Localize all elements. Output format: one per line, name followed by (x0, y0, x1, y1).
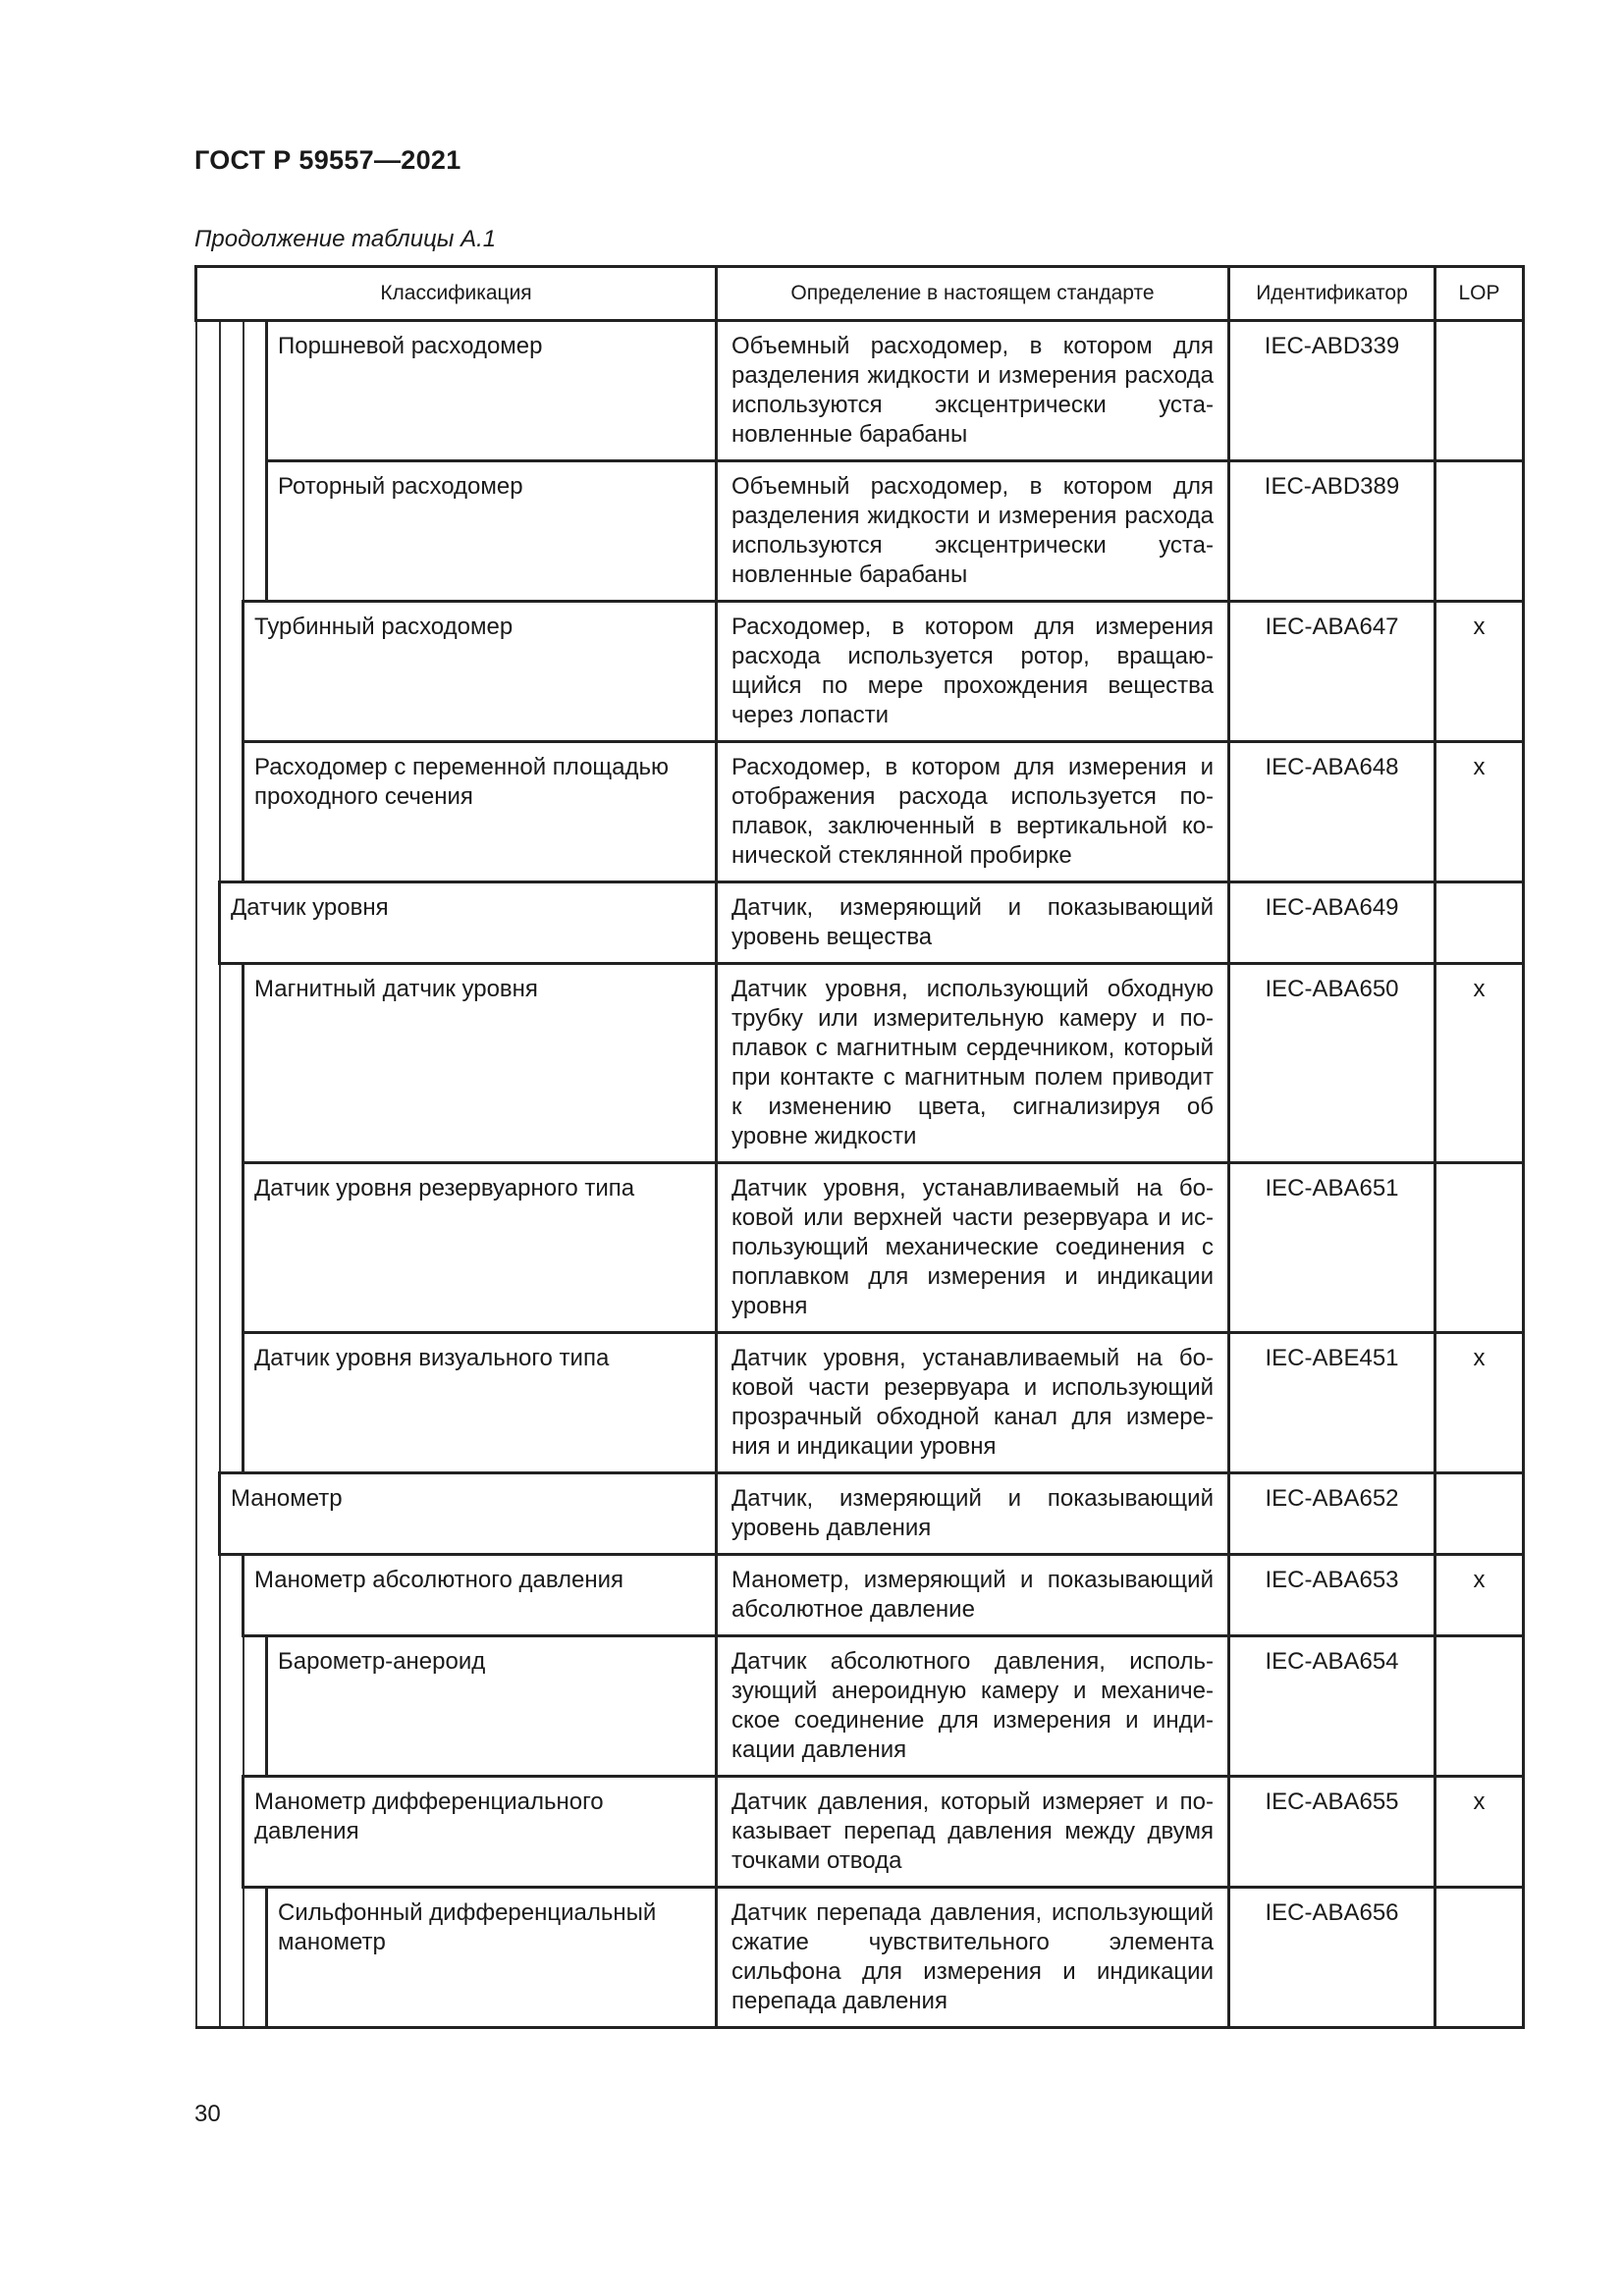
level-indent-cell (220, 964, 244, 1163)
lop-cell: x (1435, 742, 1524, 882)
level-indent-cell (196, 882, 220, 964)
level-indent-cell (196, 1777, 220, 1888)
lop-cell (1435, 461, 1524, 602)
table-row (196, 1777, 1524, 1888)
level-indent-cell (220, 1636, 244, 1777)
table-row (196, 1636, 1524, 1777)
identifier-cell: IEC-ABA650 (1229, 964, 1435, 1163)
classification-name: Манометр (220, 1473, 717, 1555)
level-indent-cell (196, 1333, 220, 1473)
level-indent-cell (196, 742, 220, 882)
definition-cell: Манометр, измеряющий и показывающий абсолютное давление (717, 1555, 1229, 1636)
definition-cell: Датчик, измеряющий и показывающий уровень давления (717, 1473, 1229, 1555)
identifier-cell: IEC-ABA652 (1229, 1473, 1435, 1555)
level-indent-cell (196, 1473, 220, 1555)
classification-name: Турбинный расходомер (244, 602, 717, 742)
identifier-cell: IEC-ABA647 (1229, 602, 1435, 742)
classification-name: Расходомер с переменной площадью проходного сечения (244, 742, 717, 882)
identifier-cell: IEC-ABA654 (1229, 1636, 1435, 1777)
level-indent-cell (220, 1333, 244, 1473)
level-indent-cell (196, 461, 220, 602)
identifier-cell: IEC-ABA656 (1229, 1888, 1435, 2028)
table-row (196, 461, 1524, 602)
level-indent-cell (196, 1636, 220, 1777)
level-indent-cell (244, 461, 267, 602)
document-title: ГОСТ Р 59557—2021 (194, 145, 461, 175)
lop-cell (1435, 1163, 1524, 1333)
classification-name: Магнитный датчик уровня (244, 964, 717, 1163)
table-row (196, 742, 1524, 882)
table-row (196, 1888, 1524, 2028)
level-indent-cell (220, 321, 244, 461)
definition-cell: Объемный расходомер, в котором для разделения жидкости и измерения расхода используются эксцентрически установленные барабаны (717, 321, 1229, 461)
definition-cell: Датчик уровня, устанавливаемый на боковой части резервуара и использующий прозрачный обходной канал для измерения и индикации уровня (717, 1333, 1229, 1473)
lop-cell: x (1435, 964, 1524, 1163)
identifier-cell: IEC-ABA651 (1229, 1163, 1435, 1333)
col-header-classification: Классификация (196, 267, 717, 321)
table-caption: Продолжение таблицы А.1 (194, 226, 497, 252)
table-row (196, 1163, 1524, 1333)
definition-cell: Расходомер, в котором для измерения расхода используется ротор, вращающийся по мере прохождения вещества через лопасти (717, 602, 1229, 742)
identifier-cell: IEC-ABA653 (1229, 1555, 1435, 1636)
table-row (196, 1555, 1524, 1636)
level-indent-cell (220, 461, 244, 602)
classification-name: Поршневой расходомер (267, 321, 717, 461)
table-row (196, 602, 1524, 742)
lop-cell: x (1435, 1555, 1524, 1636)
lop-cell: x (1435, 602, 1524, 742)
lop-cell (1435, 882, 1524, 964)
definition-cell: Датчик перепада давления, использующий сжатие чувствительного элемента сильфона для измерения и индикации перепада давления (717, 1888, 1229, 2028)
classification-name: Манометр дифференциального давления (244, 1777, 717, 1888)
table-row (196, 882, 1524, 964)
level-indent-cell (220, 742, 244, 882)
lop-cell (1435, 1888, 1524, 2028)
definition-cell: Датчик абсолютного давления, использующий анероидную камеру и механическое соединение для измерения и индикации давления (717, 1636, 1229, 1777)
level-indent-cell (196, 321, 220, 461)
classification-table (194, 265, 1525, 2029)
page-number: 30 (194, 2101, 221, 2127)
table-row (196, 1473, 1524, 1555)
table-row (196, 964, 1524, 1163)
identifier-cell: IEC-ABD389 (1229, 461, 1435, 602)
lop-cell: x (1435, 1333, 1524, 1473)
identifier-cell: IEC-ABA655 (1229, 1777, 1435, 1888)
classification-name: Манометр абсолютного давления (244, 1555, 717, 1636)
level-indent-cell (220, 1888, 244, 2028)
level-indent-cell (244, 1636, 267, 1777)
definition-cell: Объемный расходомер, в котором для разделения жидкости и измерения расхода используются эксцентрически установленные барабаны (717, 461, 1229, 602)
lop-cell (1435, 1473, 1524, 1555)
definition-cell: Датчик давления, который измеряет и показывает перепад давления между двумя точками отвода (717, 1777, 1229, 1888)
identifier-cell: IEC-ABA648 (1229, 742, 1435, 882)
table-body (196, 321, 1524, 2028)
table-row (196, 1333, 1524, 1473)
definition-cell: Датчик уровня, устанавливаемый на боковой или верхней части резервуара и использующий механические соединения с поплавком для измерения и индикации уровня (717, 1163, 1229, 1333)
level-indent-cell (220, 1777, 244, 1888)
level-indent-cell (196, 1163, 220, 1333)
identifier-cell: IEC-ABA649 (1229, 882, 1435, 964)
definition-cell: Датчик, измеряющий и показывающий уровень вещества (717, 882, 1229, 964)
table-row (196, 321, 1524, 461)
col-header-definition: Определение в настоящем стандарте (717, 267, 1229, 321)
classification-name: Сильфонный дифференциальный манометр (267, 1888, 717, 2028)
level-indent-cell (196, 964, 220, 1163)
classification-name: Роторный расходомер (267, 461, 717, 602)
level-indent-cell (196, 1888, 220, 2028)
definition-cell: Датчик уровня, использующий обходную трубку или измерительную камеру и поплавок с магнитным сердечником, который при контакте с магнитным полем приводит к изменению цвета, сигнализируя об уровне жидкости (717, 964, 1229, 1163)
lop-cell (1435, 321, 1524, 461)
level-indent-cell (220, 602, 244, 742)
lop-cell (1435, 1636, 1524, 1777)
col-header-identifier: Идентификатор (1229, 267, 1435, 321)
classification-name: Датчик уровня (220, 882, 717, 964)
level-indent-cell (220, 1555, 244, 1636)
level-indent-cell (244, 1888, 267, 2028)
level-indent-cell (220, 1163, 244, 1333)
level-indent-cell (196, 1555, 220, 1636)
classification-name: Барометр-анероид (267, 1636, 717, 1777)
classification-name: Датчик уровня резервуарного типа (244, 1163, 717, 1333)
definition-cell: Расходомер, в котором для измерения и отображения расхода используется поплавок, заключенный в вертикальной конической стеклянной пробирке (717, 742, 1229, 882)
col-header-lop: LOP (1435, 267, 1524, 321)
classification-name: Датчик уровня визуального типа (244, 1333, 717, 1473)
lop-cell: x (1435, 1777, 1524, 1888)
identifier-cell: IEC-ABD339 (1229, 321, 1435, 461)
identifier-cell: IEC-ABE451 (1229, 1333, 1435, 1473)
table-header-row (196, 267, 1524, 321)
level-indent-cell (244, 321, 267, 461)
level-indent-cell (196, 602, 220, 742)
